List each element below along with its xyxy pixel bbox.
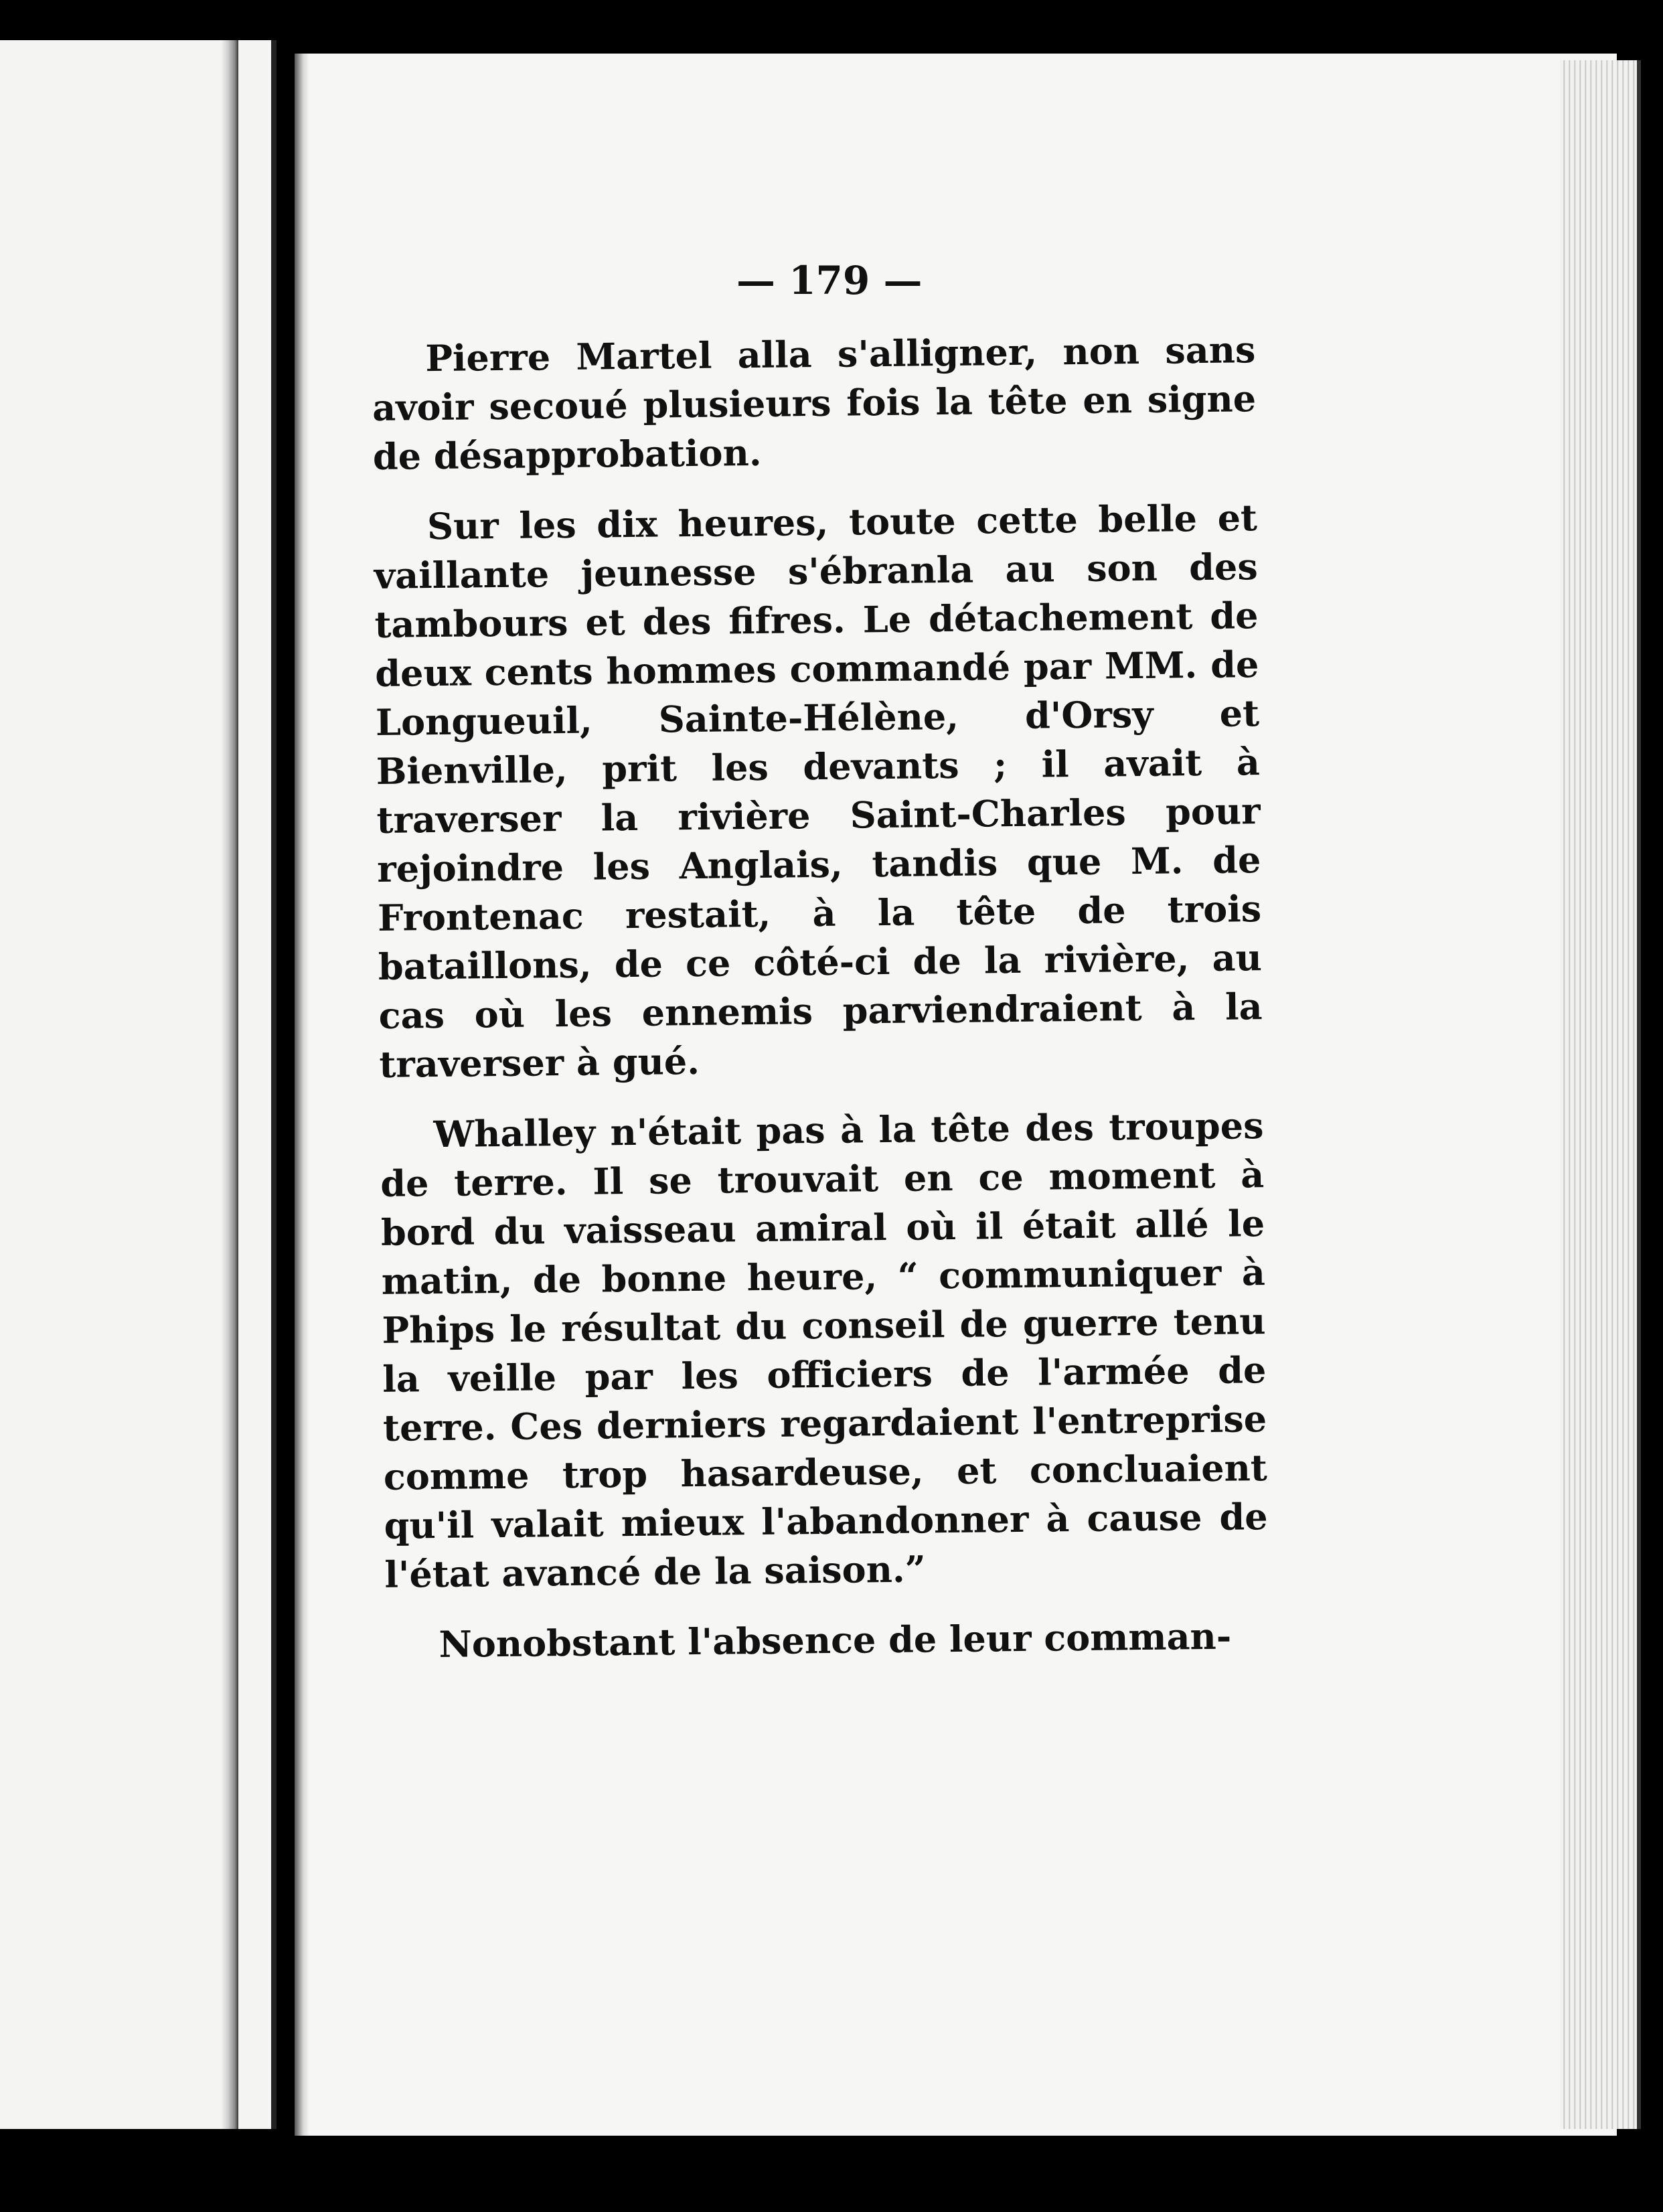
book-gutter-shadow <box>295 54 309 2136</box>
paragraph: Sur les dix heures, toute cette belle et vaillante jeunesse s'ébranla au son des tambours et des fifres. Le détachement de deux cents hommes commandé par MM. de Longueuil, Sainte-Hélène, d'Orsy et Bienville, prit les devants ; il avait à traverser la rivière Saint-Charles pour rejoindre les Anglais, tandis que M. de Frontenac restait, à la tête de trois bataillons, de ce côté-ci de la rivière, au cas où les ennemis parviendraient à la traverser à gué. <box>374 496 1263 1086</box>
paragraph: Nonobstant l'absence de leur comman- <box>439 1614 1232 1666</box>
page-number: — 179 — <box>736 258 923 303</box>
paragraph: Whalley n'était pas à la tête des troupes de terre. Il se trouvait en ce moment à bord du vaisseau amiral où il était allé le matin, de bonne heure, “ communiquer à Phips le résultat du conseil de guerre tenu la veille par les officiers de l'armée de terre. Ces derniers regardaient l'entreprise comme trop hasardeuse, et concluaient qu'il valait mieux l'abandonner à cause de l'état avancé de la saison.” <box>380 1104 1268 1596</box>
book-gutter-left <box>221 40 238 2129</box>
stacked-page-edges <box>1560 60 1641 2129</box>
page-body-text <box>372 325 1269 1670</box>
paragraph: Pierre Martel alla s'alligner, non sans avoir secoué plusieurs fois la tête en signe de désapprobation. <box>372 328 1257 478</box>
